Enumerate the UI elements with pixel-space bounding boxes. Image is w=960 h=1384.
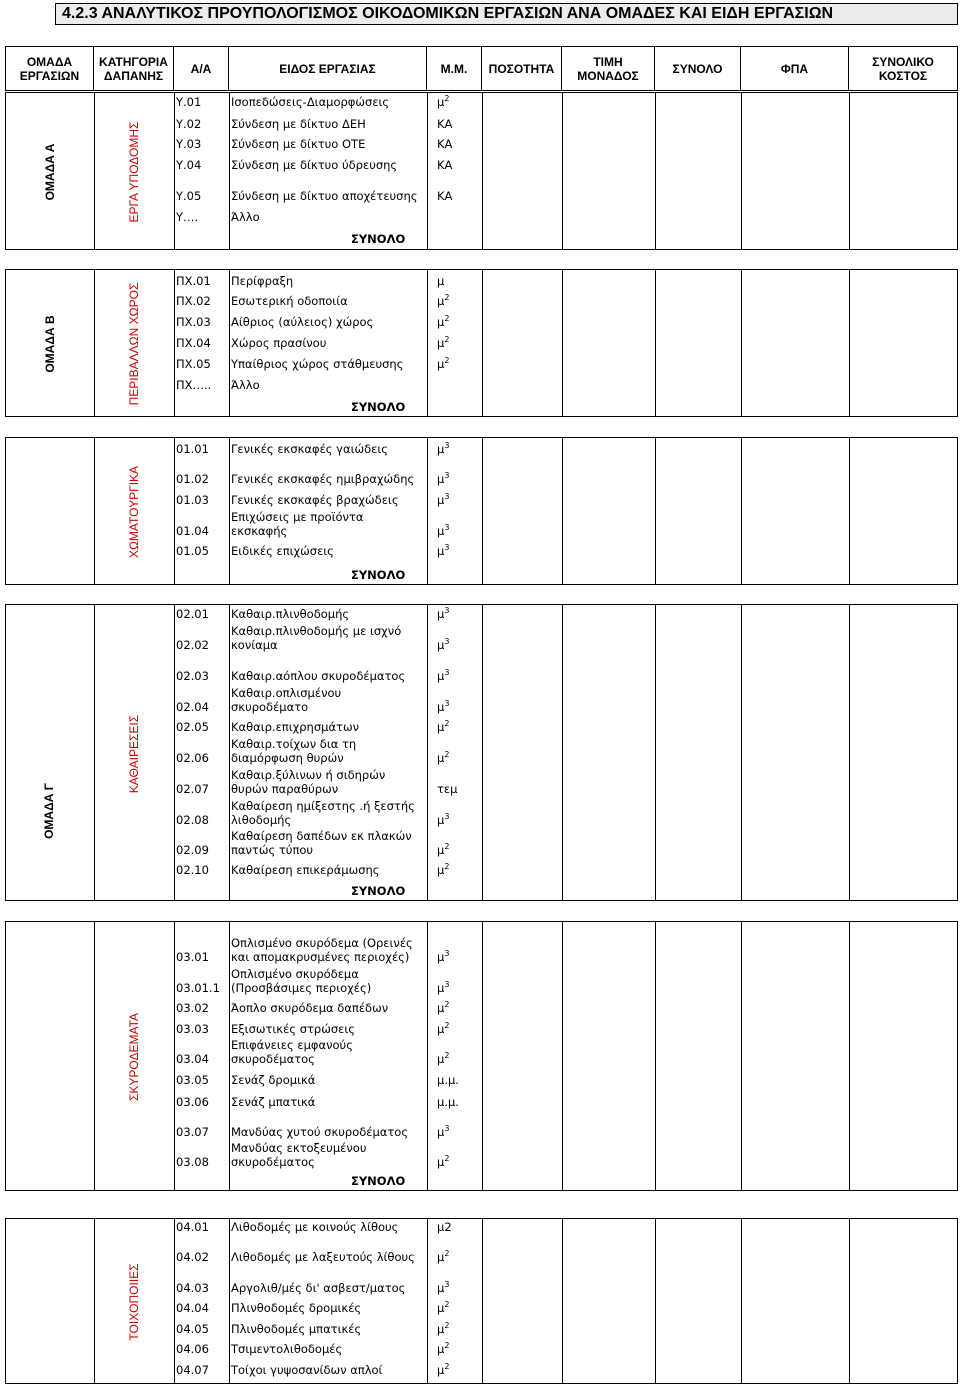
- unit-exponent: 2: [444, 293, 450, 302]
- item-description: Καθαιρ.επιχρησμάτων: [231, 720, 360, 734]
- table-header: [5, 46, 958, 91]
- item-description: Εξισωτικές στρώσεις: [231, 1022, 355, 1036]
- item-unit: τεμ: [437, 782, 458, 796]
- category-label: ΚΑΘΑΙΡΕΣΕΙΣ: [127, 714, 141, 793]
- header-vat: ΦΠΑ: [741, 47, 849, 90]
- item-description: Οπλισμένο σκυρόδεμα (Προσβάσιμες περιοχές): [231, 967, 372, 995]
- item-code: 02.01: [176, 607, 209, 621]
- unit-exponent: 3: [444, 1124, 450, 1133]
- item-unit: $\mu^3$: [437, 668, 450, 683]
- item-code: 04.02: [176, 1250, 209, 1264]
- item-description: Λιθοδομές με λαξευτούς λίθους: [231, 1250, 415, 1264]
- item-description: Σύνδεση με δίκτυο ΔΕΗ: [231, 117, 366, 131]
- unit-exponent: 2: [444, 1300, 450, 1309]
- item-unit: $\mu^3$: [437, 471, 450, 486]
- section-total-label: ΣΥΝΟΛΟ: [351, 568, 406, 582]
- item-code: Υ.03: [176, 137, 202, 151]
- item-description: Ισοπεδώσεις-Διαμορφώσεις: [231, 95, 390, 109]
- item-code: 01.03: [176, 493, 209, 507]
- item-description: Μανδύας εκτοξευμένου σκυροδέματος: [231, 1141, 367, 1169]
- item-code: 02.03: [176, 669, 209, 683]
- unit-exponent: 2: [444, 750, 450, 759]
- item-unit: ΚΑ: [437, 117, 453, 131]
- table-row: [6, 270, 957, 392]
- item-code: 04.01: [176, 1220, 209, 1234]
- item-code: 02.09: [176, 843, 209, 857]
- section-total-label: ΣΥΝΟΛΟ: [351, 1174, 406, 1188]
- item-unit: $\mu^2$: [437, 862, 450, 877]
- item-description: Λιθοδομές με κοινούς λίθους: [231, 1220, 399, 1234]
- section-masonry: [5, 1218, 958, 1384]
- group-label: ΟΜΑΔΑ Β: [43, 315, 57, 373]
- item-code: 02.02: [176, 638, 209, 652]
- unit-exponent: 2: [444, 842, 450, 851]
- item-description: Επιχώσεις με προϊόντα εκσκαφής: [231, 510, 364, 538]
- header-unit-price: ΤΙΜΗ ΜΟΝΑΔΟΣ: [562, 47, 655, 90]
- unit-exponent: 3: [444, 543, 450, 552]
- unit-exponent: 3: [444, 699, 450, 708]
- category-label: ΣΚΥΡΟΔΕΜΑΤΑ: [127, 1012, 141, 1102]
- item-code: 02.07: [176, 782, 209, 796]
- item-description: Γενικές εκσκαφές βραχώδεις: [231, 493, 399, 507]
- unit-exponent: 3: [444, 523, 450, 532]
- item-unit: $\mu^2$: [437, 94, 450, 109]
- item-code: 03.05: [176, 1073, 209, 1087]
- category-label: ΠΕΡΙΒΑΛΛΩΝ ΧΩΡΟΣ: [127, 282, 141, 406]
- item-description: Περίφραξη: [231, 274, 294, 288]
- item-unit: μ.μ.: [437, 1095, 459, 1109]
- item-description: Επιφάνειες εμφανούς σκυροδέματος: [231, 1038, 353, 1066]
- item-code: Υ.05: [176, 189, 202, 203]
- item-description: Υπαίθριος χώρος στάθμευσης: [231, 357, 404, 371]
- item-code: Υ.02: [176, 117, 202, 131]
- item-code: ΠΧ.01: [176, 274, 211, 288]
- unit-exponent: 2: [444, 335, 450, 344]
- item-description: Σύνδεση με δίκτυο ΟΤΕ: [231, 137, 366, 151]
- unit-exponent: 2: [444, 1362, 450, 1371]
- item-unit: $\mu^3$: [437, 492, 450, 507]
- item-code: 03.07: [176, 1125, 209, 1139]
- item-code: 03.08: [176, 1155, 209, 1169]
- item-description: Πλινθοδομές μπατικές: [231, 1322, 362, 1336]
- item-code: 04.05: [176, 1322, 209, 1336]
- header-group: ΟΜΑΔΑ ΕΡΓΑΣΙΩΝ: [6, 47, 94, 90]
- item-unit: $\mu^2$: [437, 750, 450, 765]
- unit-exponent: 2: [444, 314, 450, 323]
- header-total: ΣΥΝΟΛΟ: [655, 47, 741, 90]
- item-description: Αίθριος (αύλειος) χώρος: [231, 315, 374, 329]
- item-code: ΠΧ.03: [176, 315, 211, 329]
- item-code: 03.03: [176, 1022, 209, 1036]
- item-code: 03.04: [176, 1052, 209, 1066]
- item-description: Άοπλο σκυρόδεμα δαπέδων: [231, 1001, 389, 1015]
- header-overall-cost: ΣΥΝΟΛΙΚΟ ΚΟΣΤΟΣ: [872, 54, 934, 83]
- table-row: [6, 922, 957, 1169]
- item-unit: $\mu^3$: [437, 441, 450, 456]
- item-code: 03.01: [176, 950, 209, 964]
- unit-exponent: 2: [444, 862, 450, 871]
- item-code: 02.10: [176, 863, 209, 877]
- item-unit: $\mu^3$: [437, 606, 450, 621]
- header-aa: Α/Α: [174, 47, 229, 90]
- unit-exponent: 3: [444, 471, 450, 480]
- item-code: 04.03: [176, 1281, 209, 1295]
- item-unit: ΚΑ: [437, 189, 453, 203]
- item-unit: ΚΑ: [437, 137, 453, 151]
- item-code: Υ.01: [176, 95, 202, 109]
- section-surroundings: [5, 269, 958, 417]
- item-unit: μ.μ.: [437, 1073, 459, 1087]
- section-total-label: ΣΥΝΟΛΟ: [351, 232, 406, 246]
- item-unit: $\mu^3$: [437, 637, 450, 652]
- item-code: ΠΧ.05: [176, 357, 211, 371]
- item-description: Καθαιρ.πλινθοδομής με ισχνό κονίαμα: [231, 624, 402, 652]
- table-row: [6, 93, 957, 224]
- unit-exponent: 2: [444, 719, 450, 728]
- unit-exponent: 2: [444, 1341, 450, 1350]
- item-description: Καθαιρ.τοίχων δια τη διαμόρφωση θυρών: [231, 737, 357, 765]
- item-unit: $\mu^2$: [437, 1300, 450, 1315]
- item-code: 01.04: [176, 524, 209, 538]
- item-code: 02.04: [176, 700, 209, 714]
- unit-exponent: 3: [444, 668, 450, 677]
- item-code: ΠΧ.02: [176, 294, 211, 308]
- unit-exponent: 3: [444, 606, 450, 615]
- item-description: Μανδύας χυτού σκυροδέματος: [231, 1125, 409, 1139]
- item-description: Καθαιρ.ξύλινων ή σιδηρών θυρών παραθύρων: [231, 768, 386, 796]
- item-code: 03.06: [176, 1095, 209, 1109]
- item-code: 04.07: [176, 1363, 209, 1377]
- item-code: 03.01.1: [176, 981, 220, 995]
- item-unit: $\mu^2$: [437, 1249, 450, 1264]
- item-unit: $\mu^2$: [437, 356, 450, 371]
- item-code: Υ….: [176, 210, 199, 224]
- item-description: Γενικές εκσκαφές γαιώδεις: [231, 442, 388, 456]
- item-description: Καθαιρ.οπλισμένου σκυροδέματο: [231, 686, 342, 714]
- item-description: Τσιμεντολιθοδομές: [231, 1342, 343, 1356]
- item-description: Καθαίρεση επικεράμωσης: [231, 863, 380, 877]
- item-unit: $\mu^2$: [437, 335, 450, 350]
- item-unit: ΚΑ: [437, 158, 453, 172]
- item-description: Τοίχοι γυψοσανίδων απλοί: [231, 1363, 383, 1377]
- item-description: Αργολιθ/μές δι' ασβεστ/ματος: [231, 1281, 406, 1295]
- unit-exponent: 2: [444, 356, 450, 365]
- unit-exponent: 2: [444, 1154, 450, 1163]
- item-description: Εσωτερική οδοποιία: [231, 294, 348, 308]
- unit-exponent: 3: [444, 441, 450, 450]
- group-label: ΟΜΑΔΑ Γ: [42, 783, 56, 839]
- item-description: Ειδικές επιχώσεις: [231, 544, 334, 558]
- header-quantity: ΠΟΣΟΤΗΤΑ: [482, 47, 562, 90]
- item-code: 02.06: [176, 751, 209, 765]
- item-unit: $\mu^3$: [437, 543, 450, 558]
- item-code: ΠΧ…..: [176, 378, 212, 392]
- item-unit: $\mu^2$: [437, 719, 450, 734]
- table-row: [6, 605, 957, 877]
- item-description: Καθαιρ.αόπλου σκυροδέματος: [231, 669, 406, 683]
- item-description: Άλλο: [231, 210, 260, 224]
- item-code: 04.04: [176, 1301, 209, 1315]
- unit-exponent: 2: [444, 94, 450, 103]
- unit-exponent: 3: [444, 637, 450, 646]
- header-unit: Μ.Μ.: [427, 47, 482, 90]
- unit-exponent: 3: [444, 812, 450, 821]
- item-description: Οπλισμένο σκυρόδεμα (Ορεινές και απομακρυσμένες περιοχές): [231, 936, 413, 964]
- category-label: ΤΟΙΧΟΠΟΙΙΕΣ: [127, 1263, 141, 1341]
- page-title: 4.2.3 ΑΝΑΛΥΤΙΚΟΣ ΠΡΟΥΠΟΛΟΓΙΣΜΟΣ ΟΙΚΟΔΟΜΙΚΩΝ ΕΡΓΑΣΙΩΝ ΑΝΑ ΟΜΑΔΕΣ ΚΑΙ ΕΙΔΗ ΕΡΓΑΣΙΩΝ: [62, 5, 834, 22]
- unit-exponent: 3: [444, 949, 450, 958]
- item-description: Σενάζ δρομικά: [231, 1073, 316, 1087]
- item-description: Σενάζ μπατικά: [231, 1095, 316, 1109]
- unit-exponent: 2: [444, 1021, 450, 1030]
- item-description: Γενικές εκσκαφές ημιβραχώδης: [231, 472, 415, 486]
- item-unit: μ2: [437, 1220, 452, 1234]
- unit-exponent: 2: [444, 1051, 450, 1060]
- item-code: 02.05: [176, 720, 209, 734]
- table-row: [6, 1219, 957, 1377]
- header-work-type: ΕΙΔΟΣ ΕΡΓΑΣΙΑΣ: [229, 47, 427, 90]
- item-code: Υ.04: [176, 158, 202, 172]
- item-code: 01.05: [176, 544, 209, 558]
- unit-exponent: 3: [444, 980, 450, 989]
- item-code: 01.02: [176, 472, 209, 486]
- item-unit: $\mu^2$: [437, 1051, 450, 1066]
- category-label: ΕΡΓΑ ΥΠΟΔΟΜΗΣ: [127, 121, 141, 223]
- unit-exponent: 3: [444, 1280, 450, 1289]
- item-unit: $\mu^3$: [437, 980, 450, 995]
- unit-exponent: 3: [444, 492, 450, 501]
- item-code: 02.08: [176, 813, 209, 827]
- item-unit: $\mu^2$: [437, 1000, 450, 1015]
- item-code: 03.02: [176, 1001, 209, 1015]
- item-description: Άλλο: [231, 378, 260, 392]
- item-unit: $\mu^3$: [437, 1124, 450, 1139]
- item-code: ΠΧ.04: [176, 336, 211, 350]
- item-description: Χώρος πρασίνου: [231, 336, 327, 350]
- section-total-label: ΣΥΝΟΛΟ: [351, 884, 406, 898]
- item-unit: $\mu^2$: [437, 1362, 450, 1377]
- unit-exponent: 2: [444, 1000, 450, 1009]
- item-unit: $\mu^3$: [437, 699, 450, 714]
- section-infra: [5, 92, 958, 250]
- item-unit: $\mu^2$: [437, 1154, 450, 1169]
- item-unit: $\mu^2$: [437, 314, 450, 329]
- section-concrete: [5, 921, 958, 1191]
- item-code: 04.06: [176, 1342, 209, 1356]
- item-unit: μ: [437, 274, 445, 288]
- item-description: Πλινθοδομές δρομικές: [231, 1301, 362, 1315]
- item-description: Σύνδεση με δίκτυο ύδρευσης: [231, 158, 398, 172]
- unit-exponent: 2: [444, 1321, 450, 1330]
- unit-exponent: 2: [444, 1249, 450, 1258]
- section-earthworks: [5, 437, 958, 585]
- item-unit: $\mu^3$: [437, 949, 450, 964]
- item-unit: $\mu^2$: [437, 1021, 450, 1036]
- item-code: 01.01: [176, 442, 209, 456]
- header-category: ΚΑΤΗΓΟΡΙΑ ΔΑΠΑΝΗΣ: [94, 47, 174, 90]
- section-total-label: ΣΥΝΟΛΟ: [351, 400, 406, 414]
- item-description: Σύνδεση με δίκτυο αποχέτευσης: [231, 189, 418, 203]
- item-unit: $\mu^2$: [437, 1321, 450, 1336]
- item-description: Καθαίρεση ημίξεστης .ή ξεστής λιθοδομής: [231, 799, 415, 827]
- section-demolitions: [5, 604, 958, 901]
- item-unit: $\mu^3$: [437, 523, 450, 538]
- item-unit: $\mu^3$: [437, 1280, 450, 1295]
- item-unit: $\mu^2$: [437, 842, 450, 857]
- item-unit: $\mu^3$: [437, 812, 450, 827]
- category-label: ΧΩΜΑΤΟΥΡΓΙΚΑ: [127, 465, 141, 559]
- item-description: Καθαίρεση δαπέδων εκ πλακών παντώς τύπου: [231, 829, 412, 857]
- item-unit: $\mu^2$: [437, 293, 450, 308]
- item-description: Καθαιρ.πλινθοδομής: [231, 607, 350, 621]
- group-label: ΟΜΑΔΑ Α: [43, 143, 57, 201]
- title-bar: [55, 3, 958, 25]
- item-unit: $\mu^2$: [437, 1341, 450, 1356]
- table-row: [6, 438, 957, 558]
